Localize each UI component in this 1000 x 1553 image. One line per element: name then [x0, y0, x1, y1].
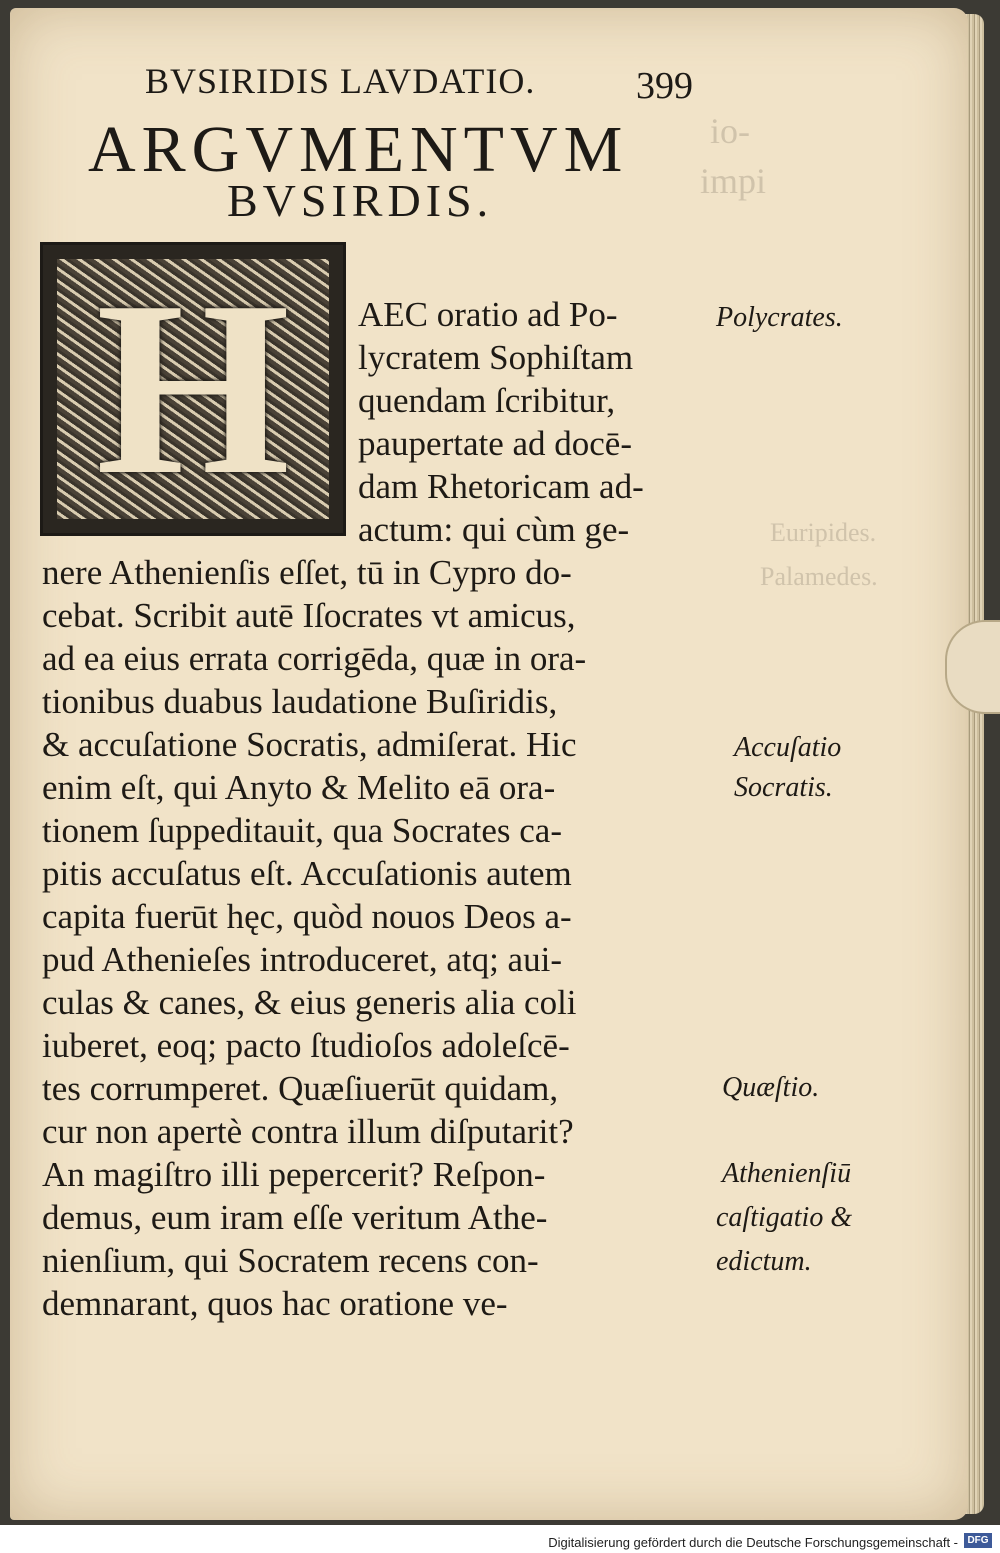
dfg-logo: DFG — [964, 1533, 992, 1548]
page-subtitle: BVSIRDIS. — [227, 175, 494, 226]
margin-note: Athenienſiū — [722, 1158, 852, 1189]
running-title: BVSIRIDIS LAVDATIO. — [145, 61, 536, 101]
body-line: enim eſt, qui Anyto & Melito eā ora- — [42, 768, 556, 807]
margin-note: edictum. — [716, 1246, 812, 1277]
body-line: demus, eum iram eſſe veritum Athe- — [42, 1198, 548, 1237]
body-line: pud Athenieſes introduceret, atq; aui- — [42, 940, 562, 979]
body-line: lycratem Sophiſtam — [358, 338, 634, 377]
body-line: demnarant, quos hac oratione ve- — [42, 1284, 508, 1323]
initial-letter: H — [95, 250, 291, 527]
margin-note: Accuſatio — [734, 732, 842, 763]
body-line: cur non apertè contra illum diſputarit? — [42, 1112, 574, 1151]
body-line: pitis accuſatus eſt. Accuſationis autem — [42, 854, 572, 893]
margin-note: caſtigatio & — [716, 1202, 853, 1233]
body-line: culas & canes, & eius generis alia coli — [42, 983, 577, 1022]
body-line: tionibus duabus laudatione Buſiridis, — [42, 682, 558, 721]
body-line: tes corrumperet. Quæſiuerūt quidam, — [42, 1069, 559, 1108]
margin-note: Polycrates. — [716, 302, 843, 333]
body-line: nienſium, qui Socratem recens con- — [42, 1241, 539, 1280]
body-line: capita fuerūt hęc, quòd nouos Deos a- — [42, 897, 572, 936]
body-line: dam Rhetoricam ad- — [358, 467, 644, 506]
margin-note: Quæſtio. — [722, 1072, 820, 1103]
bleed-through-text: io- — [710, 111, 750, 151]
page-number: 399 — [636, 65, 693, 107]
body-line: iuberet, eoq; pacto ſtudioſos adoleſcē- — [42, 1026, 570, 1065]
body-line: nere Athenienſis eſſet, tū in Cypro do- — [42, 553, 572, 592]
body-line: ad ea eius errata corrigēda, quæ in ora- — [42, 639, 587, 678]
page-title: ARGVMENTVM — [88, 113, 629, 186]
body-line: & accuſatione Socratis, admiſerat. Hic — [42, 725, 577, 764]
funding-credit: Digitalisierung gefördert durch die Deutsche Forschungsgemeinschaft - — [548, 1535, 958, 1550]
bleed-through-text: Euripides. — [770, 518, 877, 547]
body-line: actum: qui cùm ge- — [358, 510, 630, 549]
bleed-through-text: Palamedes. — [760, 562, 878, 591]
margin-note: Socratis. — [734, 772, 833, 803]
decorated-initial — [40, 242, 346, 536]
body-line: quendam ſcribitur, — [358, 381, 616, 420]
bleed-through-text: impi — [700, 161, 767, 201]
body-line: tionem ſuppeditauit, qua Socrates ca- — [42, 811, 562, 850]
body-line: An magiſtro illi pepercerit? Reſpon- — [42, 1155, 546, 1194]
body-line: cebat. Scribit autē Iſocrates vt amicus, — [42, 596, 576, 635]
body-line: AEC oratio ad Po- — [358, 295, 618, 334]
body-line: paupertate ad docē- — [358, 424, 633, 463]
